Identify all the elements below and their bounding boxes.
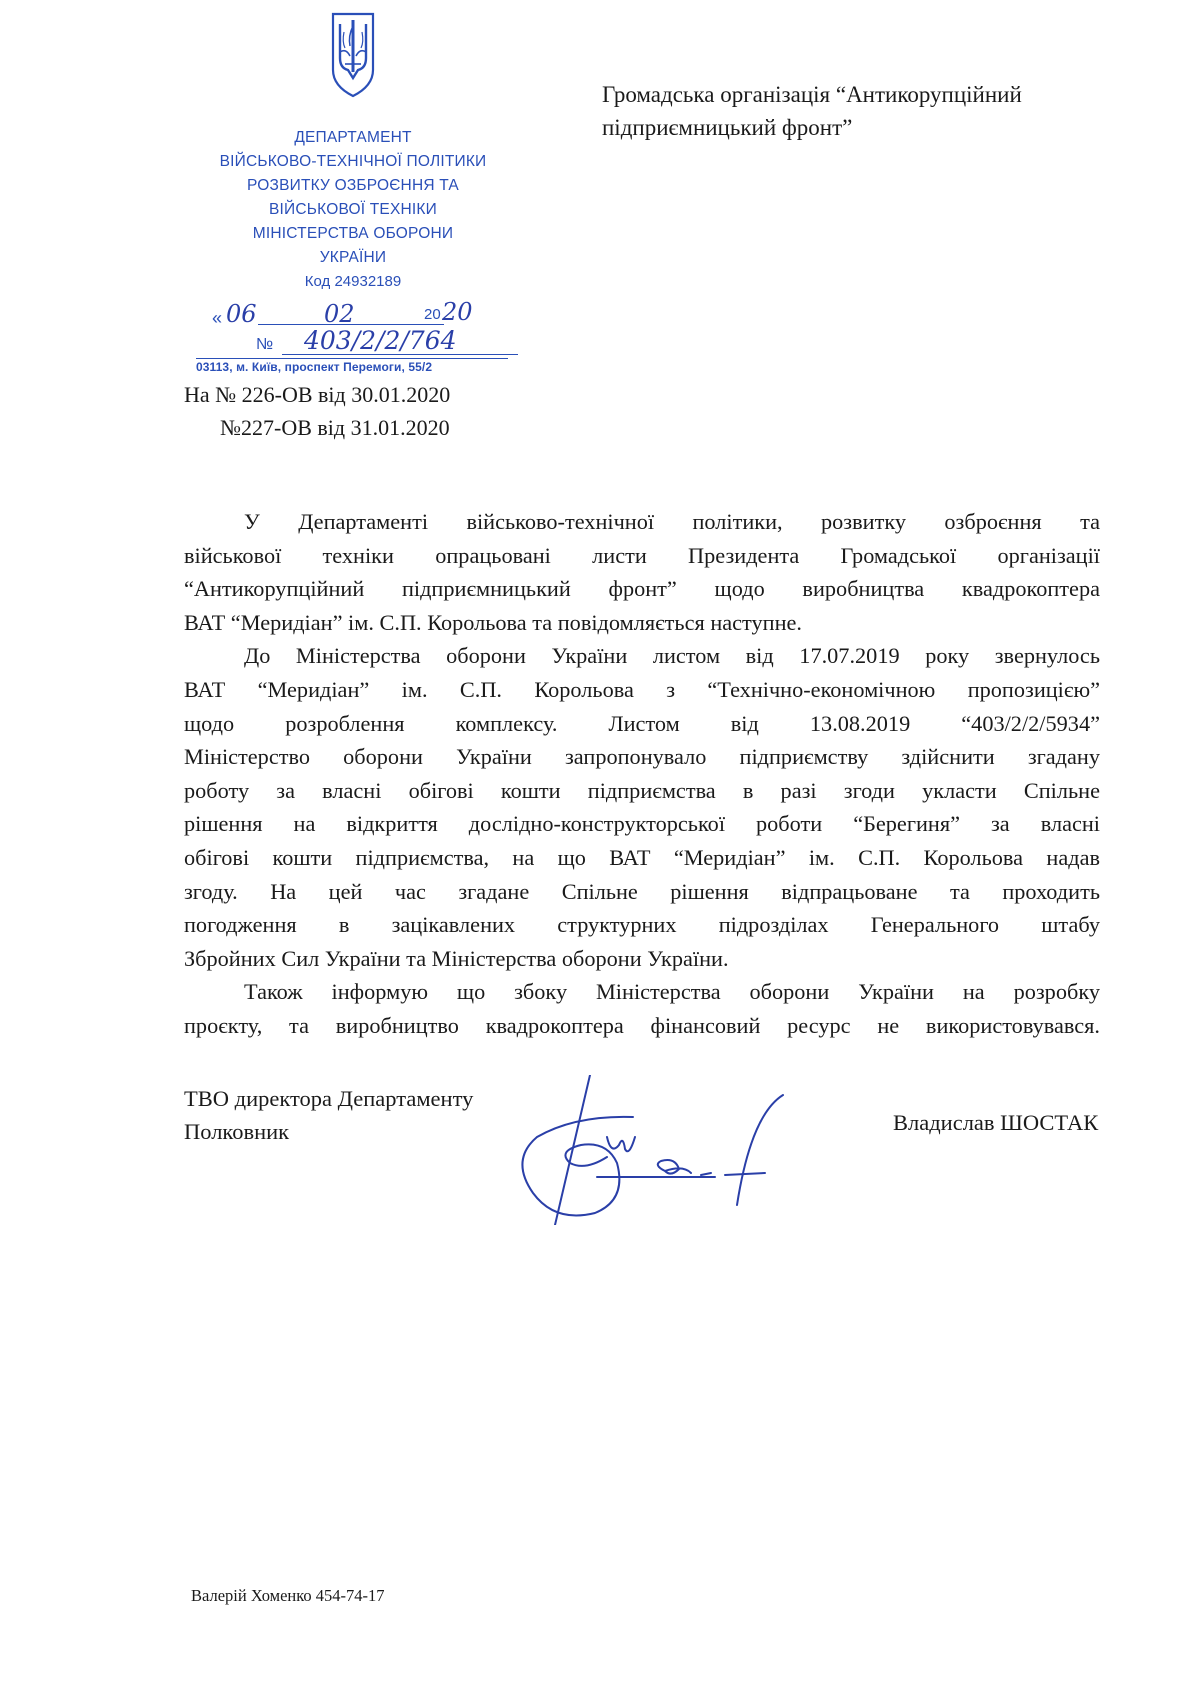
text-line: Також інформую що збоку Міністерства оборони України на розробку bbox=[244, 979, 1100, 1005]
stamp-line: ВІЙСЬКОВОЇ ТЕХНІКИ bbox=[269, 201, 437, 218]
text-line: ВАТ “Меридіан” ім. С.П. Корольова з “Технічно-економічною пропозицією” bbox=[184, 676, 1100, 702]
text-line: рішення на відкриття дослідно-конструкторської роботи “Берегиня” за власні bbox=[184, 811, 1100, 837]
handwritten-signature bbox=[515, 1075, 795, 1225]
signatory-name: Владислав ШОСТАК bbox=[893, 1110, 1099, 1135]
date-open-quote: « bbox=[212, 308, 223, 328]
stamp-line: ДЕПАРТАМЕНТ bbox=[294, 129, 412, 146]
trident-icon bbox=[330, 12, 376, 98]
text-line: щодо розроблення комплексу. Листом від 13.08.2019 “403/2/2/5934” bbox=[184, 710, 1100, 736]
recipient bbox=[602, 78, 1022, 144]
stamp-text bbox=[188, 126, 518, 294]
text-line: згоду. На цей час згадане Спільне рішення відпрацьоване та проходить bbox=[184, 878, 1100, 904]
number-label: № bbox=[256, 336, 274, 353]
recipient-line: підприємницький фронт” bbox=[602, 115, 853, 140]
text-line: До Міністерства оборони України листом від 17.07.2019 року звернулось bbox=[244, 643, 1100, 669]
text-line: Міністерство оборони України запропонувало підприємству здійснити згадану bbox=[184, 744, 1100, 770]
paragraph bbox=[184, 639, 1100, 975]
text-line: “Антикорупційний підприємницький фронт” щодо виробництва квадрокоптера bbox=[184, 576, 1100, 602]
number-value: 403/2/2/764 bbox=[304, 326, 457, 355]
recipient-line: Громадська організація “Антикорупційний bbox=[602, 82, 1022, 107]
signatory-position: ТВО директора Департаменту bbox=[184, 1086, 474, 1111]
stamp-code: Код 24932189 bbox=[304, 273, 402, 290]
executor-contact: Валерій Хоменко 454-74-17 bbox=[191, 1586, 385, 1605]
text-line: погодження в зацікавлених структурних підрозділах Генерального штабу bbox=[184, 912, 1100, 938]
letter-body bbox=[184, 505, 1100, 1043]
paragraph bbox=[184, 505, 1100, 639]
paragraph bbox=[184, 975, 1100, 1042]
signatory-rank: Полковник bbox=[184, 1119, 290, 1144]
stamp-line: ВІЙСЬКОВО-ТЕХНІЧНОЇ ПОЛІТИКИ bbox=[219, 153, 487, 170]
stamp-line: РОЗВИТКУ ОЗБРОЄННЯ ТА bbox=[247, 177, 459, 194]
stamp-number bbox=[256, 326, 521, 358]
stamp-line: МІНІСТЕРСТВА ОБОРОНИ bbox=[252, 225, 454, 242]
text-line: У Департаменті військово-технічної політики, розвитку озброєння та bbox=[244, 509, 1100, 534]
text-line: обігові кошти підприємства, на що ВАТ “Меридіан” ім. С.П. Корольова надав bbox=[184, 844, 1100, 870]
date-year-hand: 20 bbox=[442, 298, 473, 326]
text-line: роботу за власні обігові кошти підприємства в разі згоди укласти Спільне bbox=[184, 777, 1100, 803]
date-month: 02 bbox=[324, 300, 355, 328]
date-year-prefix: 20 bbox=[424, 306, 441, 323]
text-line: ВАТ “Меридіан” ім. С.П. Корольова та повідомляється наступне. bbox=[184, 609, 802, 635]
stamp-address: 03113, м. Київ, проспект Перемоги, 55/2 bbox=[196, 360, 433, 374]
text-line: Збройних Сил України та Міністерства оборони України. bbox=[184, 945, 729, 971]
text-line: проєкту, та виробництво квадрокоптера фінансовий ресурс не використовувався. bbox=[184, 1012, 1100, 1038]
reference-line: №227-ОВ від 31.01.2020 bbox=[220, 415, 450, 440]
stamp-line: УКРАЇНИ bbox=[319, 249, 387, 266]
text-line: військової техніки опрацьовані листи Президента Громадської організації bbox=[184, 542, 1100, 568]
signatory-title bbox=[184, 1082, 473, 1148]
date-day: 06 bbox=[226, 300, 257, 328]
reference-line: На № 226-ОВ від 30.01.2020 bbox=[184, 382, 451, 407]
